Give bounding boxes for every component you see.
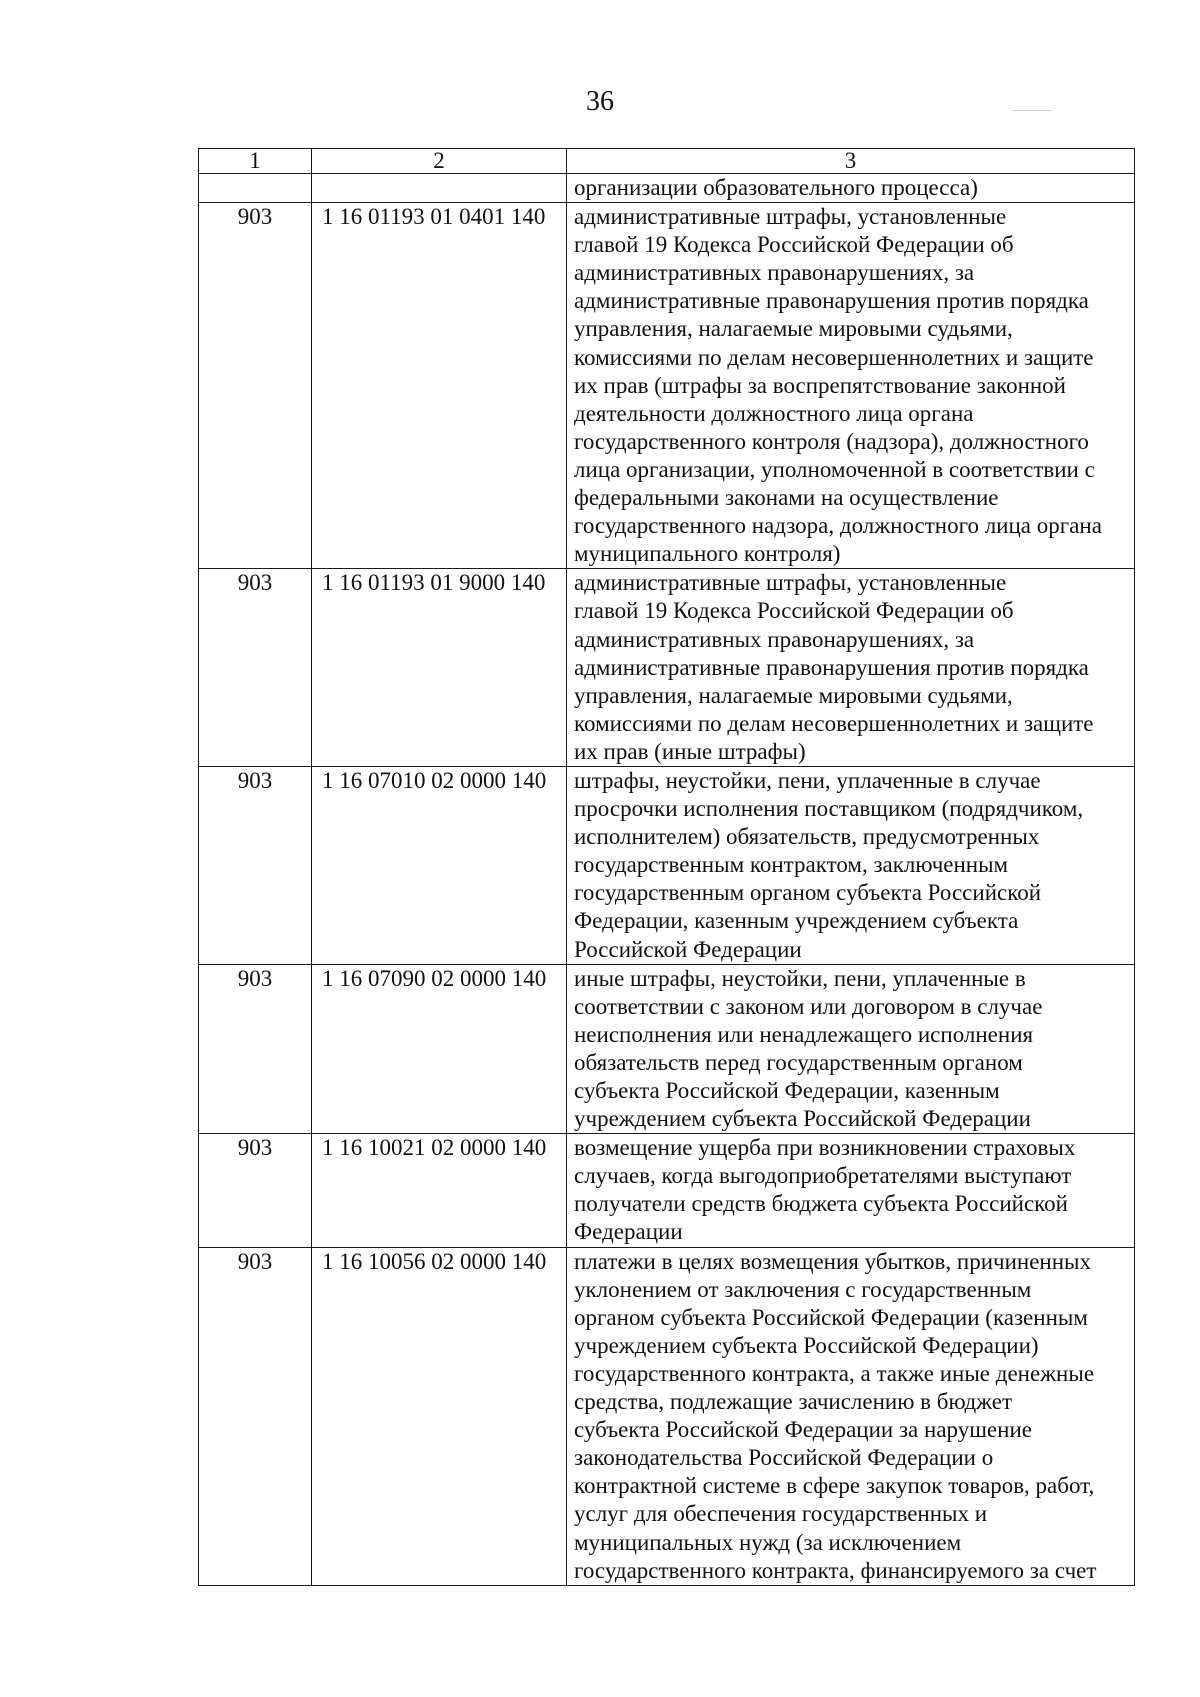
description-line: учреждением субъекта Российской Федерации xyxy=(574,1106,1031,1132)
description-line: административных правонарушениях, за xyxy=(574,260,975,286)
description-line: их прав (иные штрафы) xyxy=(574,738,806,764)
administrator-code-cell: 903 xyxy=(199,203,312,569)
budget-classification-code-cell: 1 16 07090 02 0000 140 xyxy=(312,964,567,1134)
description-line: Российской Федерации xyxy=(574,936,802,962)
scan-artifact xyxy=(1012,110,1052,111)
description-line: обязательств перед государственным органом xyxy=(574,1049,1023,1075)
revenue-description-cell xyxy=(567,569,1135,767)
description-line: государственного контракта, а также иные денежные xyxy=(574,1360,1095,1386)
description-line: платежи в целях возмещения убытков, причиненных xyxy=(574,1248,1091,1274)
revenue-description-cell xyxy=(567,203,1135,569)
description-line: органом субъекта Российской Федерации (казенным xyxy=(574,1304,1088,1330)
description-line: комиссиями по делам несовершеннолетних и защите xyxy=(574,710,1094,736)
description-line: учреждением субъекта Российской Федерации) xyxy=(574,1332,1039,1358)
revenue-description-cell xyxy=(567,1247,1135,1585)
administrator-code-cell: 903 xyxy=(199,1134,312,1247)
description-line: административные штрафы, установленные xyxy=(574,204,1007,230)
description-line: уклонением от заключения с государственным xyxy=(574,1276,1032,1302)
description-line: административных правонарушениях, за xyxy=(574,626,975,652)
description-line: государственного контроля (надзора), должностного xyxy=(574,428,1089,454)
description-line: законодательства Российской Федерации о xyxy=(574,1445,994,1471)
description-line: государственного надзора, должностного лица органа xyxy=(574,513,1102,539)
description-line: муниципального контроля) xyxy=(574,541,841,567)
description-line: организации образовательного процесса) xyxy=(574,175,978,200)
description-line: государственным органом субъекта Российской xyxy=(574,880,1042,906)
table-row xyxy=(199,569,1135,767)
description-line: Федерации xyxy=(574,1219,683,1245)
revenue-description-cell xyxy=(567,964,1135,1134)
description-line: государственным контрактом, заключенным xyxy=(574,852,1009,878)
description-line: административные правонарушения против порядка xyxy=(574,288,1089,314)
description-line: административные штрафы, установленные xyxy=(574,570,1007,596)
table-row xyxy=(199,1247,1135,1585)
description-line: штрафы, неустойки, пени, уплаченные в случае xyxy=(574,767,1041,793)
revenue-description-cell xyxy=(567,174,1135,203)
description-line: управления, налагаемые мировыми судьями, xyxy=(574,682,1013,708)
description-line: административные правонарушения против порядка xyxy=(574,654,1089,680)
column-number-2: 2 xyxy=(312,149,567,174)
table-row xyxy=(199,964,1135,1134)
description-line: услуг для обеспечения государственных и xyxy=(574,1501,988,1527)
description-line: Федерации, казенным учреждением субъекта xyxy=(574,908,1019,934)
description-line: иные штрафы, неустойки, пени, уплаченные в xyxy=(574,965,1026,991)
administrator-code-cell: 903 xyxy=(199,569,312,767)
column-number-1: 1 xyxy=(199,149,312,174)
budget-classification-code-cell: 1 16 10021 02 0000 140 xyxy=(312,1134,567,1247)
description-line: возмещение ущерба при возникновении страховых xyxy=(574,1135,1076,1161)
administrator-code-cell xyxy=(199,174,312,203)
table-header-row xyxy=(199,149,1135,174)
description-line: исполнителем) обязательств, предусмотренных xyxy=(574,824,1040,850)
description-line: субъекта Российской Федерации, казенным xyxy=(574,1078,1000,1103)
revenue-description-cell xyxy=(567,1134,1135,1247)
description-line: контрактной системе в сфере закупок товаров, работ, xyxy=(574,1473,1095,1499)
description-line: просрочки исполнения поставщиком (подрядчиком, xyxy=(574,796,1084,822)
column-number-3: 3 xyxy=(567,149,1135,174)
table-row xyxy=(199,766,1135,964)
description-line: муниципальных нужд (за исключением xyxy=(574,1529,962,1555)
description-line: их прав (штрафы за воспрепятствование законной xyxy=(574,372,1066,398)
budget-classification-code-cell: 1 16 01193 01 9000 140 xyxy=(312,569,567,767)
description-line: управления, налагаемые мировыми судьями, xyxy=(574,316,1013,342)
description-line: главой 19 Кодекса Российской Федерации об xyxy=(574,232,1014,258)
description-line: главой 19 Кодекса Российской Федерации об xyxy=(574,598,1014,624)
description-line: лица организации, уполномоченной в соответствии с xyxy=(574,456,1095,482)
budget-classification-code-cell: 1 16 01193 01 0401 140 xyxy=(312,203,567,569)
description-line: субъекта Российской Федерации за нарушение xyxy=(574,1417,1032,1443)
description-line: федеральными законами на осуществление xyxy=(574,485,999,511)
description-line: получатели средств бюджета субъекта Российской xyxy=(574,1191,1068,1217)
administrator-code-cell: 903 xyxy=(199,964,312,1134)
page-number: 36 xyxy=(586,86,614,117)
administrator-code-cell: 903 xyxy=(199,1247,312,1585)
description-line: государственного контракта, финансируемого за счет xyxy=(574,1557,1097,1583)
description-line: комиссиями по делам несовершеннолетних и защите xyxy=(574,344,1094,370)
description-line: соответствии с законом или договором в случае xyxy=(574,993,1043,1019)
description-line: неисполнения или ненадлежащего исполнения xyxy=(574,1021,1034,1047)
budget-classification-code-cell: 1 16 10056 02 0000 140 xyxy=(312,1247,567,1585)
table-row xyxy=(199,203,1135,569)
table-row xyxy=(199,1134,1135,1247)
description-line: деятельности должностного лица органа xyxy=(574,400,974,426)
table-body xyxy=(199,149,1135,1586)
revenue-codes-table xyxy=(198,148,1135,1586)
administrator-code-cell: 903 xyxy=(199,766,312,964)
budget-classification-code-cell: 1 16 07010 02 0000 140 xyxy=(312,766,567,964)
revenue-description-cell xyxy=(567,766,1135,964)
budget-classification-code-cell xyxy=(312,174,567,203)
table-row xyxy=(199,174,1135,203)
description-line: средства, подлежащие зачислению в бюджет xyxy=(574,1389,1013,1415)
description-line: случаев, когда выгодоприобретателями выступают xyxy=(574,1163,1072,1189)
